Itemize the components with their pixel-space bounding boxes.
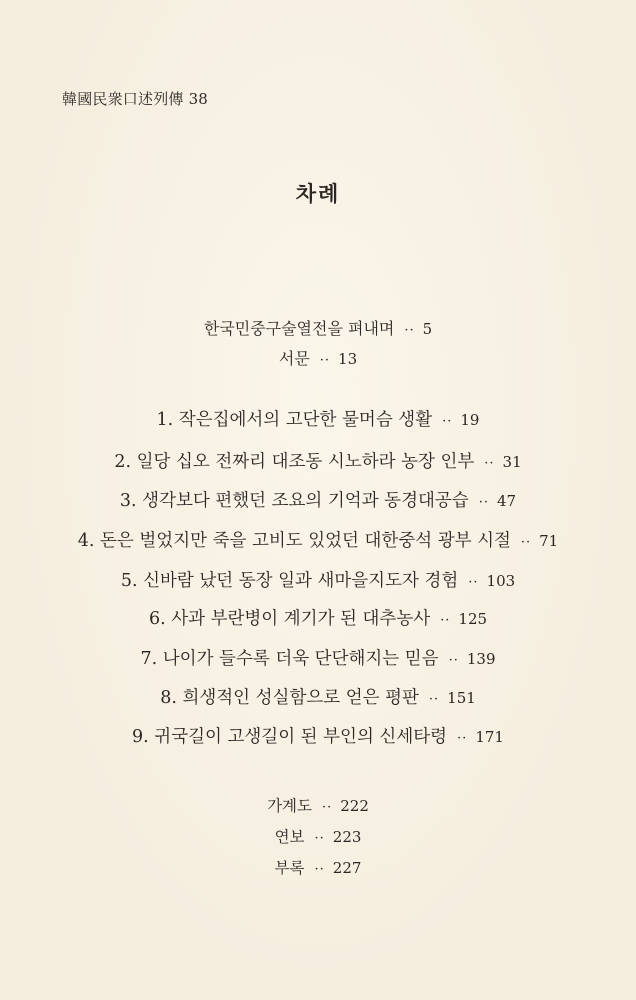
toc-page-number: 31	[502, 453, 522, 471]
toc-leader-dots: ··	[322, 800, 333, 815]
toc-leader-dots: ··	[457, 731, 468, 746]
toc-entry-label: 8. 희생적인 성실함으로 얻은 평판	[160, 688, 419, 708]
toc-entry-label: 부록	[274, 859, 305, 877]
toc-entry-chapter-4	[0, 527, 636, 552]
page-title: 차례	[295, 181, 341, 206]
toc-leader-dots: ··	[314, 862, 325, 877]
toc-entry-chapter-6	[0, 605, 636, 630]
toc-entry-chapter-1	[0, 406, 636, 431]
toc-entry-label: 4. 돈은 벌었지만 죽을 고비도 있었던 대한중석 광부 시절	[77, 531, 511, 551]
toc-entry-chapter-7	[0, 645, 636, 670]
toc-entry-label: 3. 생각보다 편했던 조요의 기억과 동경대공습	[119, 491, 469, 511]
toc-entry-preface	[0, 316, 636, 339]
toc-entry-introduction	[0, 346, 636, 369]
toc-entry-label: 6. 사과 부란병이 계기가 된 대추농사	[148, 609, 431, 629]
toc-leader-dots: ··	[404, 323, 415, 338]
toc-entry-label: 연보	[274, 828, 305, 846]
toc-leader-dots: ··	[448, 653, 459, 668]
toc-page-number: 227	[332, 859, 362, 877]
toc-page-number: 139	[466, 650, 496, 668]
toc-entry-label: 5. 신바람 났던 동장 일과 새마을지도자 경험	[120, 571, 459, 591]
toc-entry-label: 2. 일당 십오 전짜리 대조동 시노하라 농장 인부	[114, 452, 475, 472]
toc-leader-dots: ··	[442, 414, 453, 429]
toc-leader-dots: ··	[484, 456, 495, 471]
toc-entry-label: 한국민중구술열전을 펴내며	[203, 319, 395, 338]
toc-entry-label: 서문	[278, 349, 310, 368]
toc-entry-chapter-9	[0, 723, 636, 748]
toc-page-number: 151	[447, 689, 476, 707]
toc-leader-dots: ··	[428, 692, 440, 707]
toc-page-number: 47	[496, 492, 517, 510]
toc-entry-label: 가계도	[267, 797, 312, 815]
toc-entry-family-tree	[0, 794, 636, 816]
toc-entry-label: 1. 작은집에서의 고단한 물머슴 생활	[156, 410, 433, 430]
toc-page-number: 125	[458, 610, 488, 628]
toc-leader-dots: ··	[440, 613, 451, 628]
toc-entry-chapter-8	[0, 684, 636, 709]
toc-leader-dots: ··	[468, 575, 479, 590]
toc-page-number: 5	[422, 320, 433, 338]
series-title: 韓國民衆口述列傳 38	[62, 90, 209, 108]
toc-leader-dots: ··	[314, 831, 325, 846]
toc-page-number: 71	[539, 532, 559, 550]
toc-entry-label: 9. 귀국길이 고생길이 된 부인의 신세타령	[132, 727, 448, 747]
toc-entry-appendix	[0, 856, 636, 878]
toc-leader-dots: ··	[319, 353, 331, 368]
toc-entry-chapter-3	[0, 487, 636, 512]
toc-page-number: 223	[332, 828, 362, 846]
toc-leader-dots: ··	[520, 535, 532, 550]
toc-entry-chronology	[0, 825, 636, 847]
toc-entry-label: 7. 나이가 들수록 더욱 단단해지는 믿음	[140, 649, 439, 669]
toc-page-number: 103	[486, 572, 516, 590]
toc-leader-dots: ··	[478, 495, 489, 510]
toc-page-number: 171	[475, 728, 504, 746]
toc-page-number: 222	[340, 797, 369, 815]
toc-page-number: 13	[338, 350, 358, 368]
toc-entry-chapter-2	[0, 448, 636, 473]
toc-entry-chapter-5	[0, 567, 636, 592]
toc-page-number: 19	[460, 411, 480, 429]
